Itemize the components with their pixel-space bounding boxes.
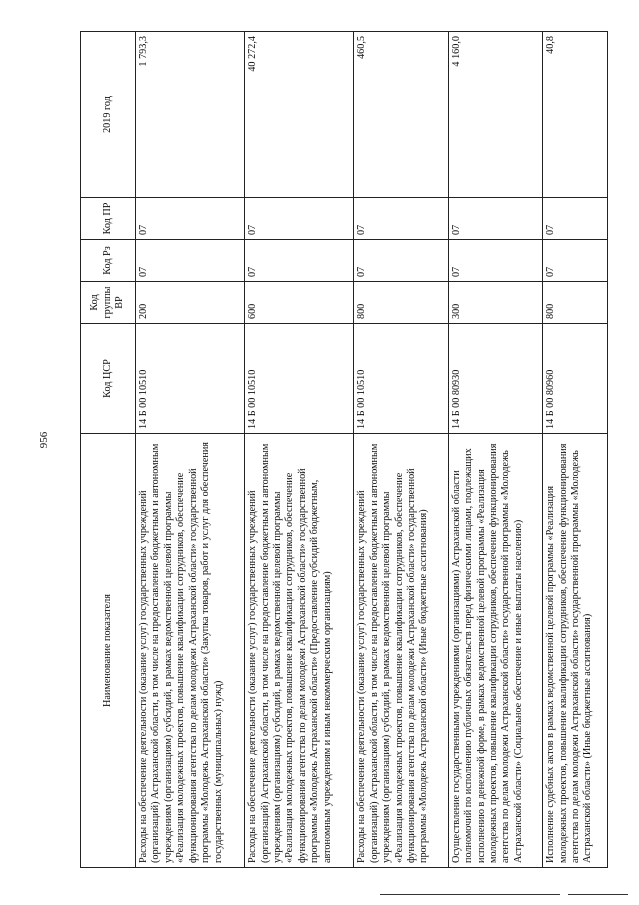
row-csr: 14 Б 00 80960	[543, 324, 608, 434]
row-pr: 07	[448, 198, 542, 240]
header-rz: Код Рз	[81, 240, 136, 282]
table-header-row	[81, 32, 136, 868]
row-csr: 14 Б 00 10510	[245, 324, 354, 434]
budget-table-container	[80, 32, 608, 868]
footer-rule	[380, 894, 560, 895]
table-row	[245, 32, 354, 868]
row-pr: 07	[245, 198, 354, 240]
row-pr: 07	[136, 198, 245, 240]
table-row	[136, 32, 245, 868]
row-vr: 300	[448, 282, 542, 324]
row-csr: 14 Б 00 10510	[136, 324, 245, 434]
row-value: 460,5	[354, 32, 448, 198]
row-name: Расходы на обеспечение деятельности (оказание услуг) государственных учреждений (организаций) Астраханской области, в том числе на предоставление бюджетным и автономным учреждениям (организациям) субсидий, в рамках ведомственной целевой программы «Реализация молодежных проектов, повышение квалификации сотрудников, обеспечение функционирования агентства по делам молодежи Астраханской области» государственной программы «Молодежь Астраханской области» (Закупка товаров, работ и услуг для обеспечения государственных (муниципальных) нужд)	[136, 434, 245, 868]
row-csr: 14 Б 00 80930	[448, 324, 542, 434]
table-row	[448, 32, 542, 868]
row-vr: 800	[543, 282, 608, 324]
table-row	[543, 32, 608, 868]
row-rz: 07	[448, 240, 542, 282]
row-name: Расходы на обеспечение деятельности (оказание услуг) государственных учреждений (организаций) Астраханской области, в том числе на предоставление бюджетным и автономным учреждениям (организациям) субсидий, в рамках ведомственной целевой программы «Реализация молодежных проектов, повышение квалификации сотрудников, обеспечение функционирования агентства по делам молодежи Астраханской области» государственной программы «Молодежь Астраханской области» (Иные бюджетные ассигнования)	[354, 434, 448, 868]
row-rz: 07	[136, 240, 245, 282]
row-vr: 600	[245, 282, 354, 324]
row-rz: 07	[354, 240, 448, 282]
page-number: 956	[38, 431, 50, 449]
header-year: 2019 год	[81, 32, 136, 198]
row-value: 4 160,0	[448, 32, 542, 198]
header-pr: Код ПР	[81, 198, 136, 240]
header-vr: Код группы ВР	[81, 282, 136, 324]
row-pr: 07	[543, 198, 608, 240]
row-rz: 07	[245, 240, 354, 282]
row-csr: 14 Б 00 10510	[354, 324, 448, 434]
row-pr: 07	[354, 198, 448, 240]
row-rz: 07	[543, 240, 608, 282]
header-csr: Код ЦСР	[81, 324, 136, 434]
row-vr: 800	[354, 282, 448, 324]
row-value: 40 272,4	[245, 32, 354, 198]
row-value: 40,8	[543, 32, 608, 198]
row-name: Осуществление государственными учреждениями (организациями) Астраханской области полномочий по исполнению публичных обязательств перед физическими лицами, подлежащих исполнению в денежной форме, в рамках ведомственной целевой программы «Реализация молодежных проектов, повышение квалификации сотрудников, обеспечение функционирования агентства по делам молодежи Астраханской области» государственной программы «Молодежь Астраханской области» (Социальное обеспечение и иные выплаты населению)	[448, 434, 542, 868]
row-vr: 200	[136, 282, 245, 324]
row-value: 1 793,3	[136, 32, 245, 198]
header-name: Наименование показателя	[81, 434, 136, 868]
budget-table	[80, 31, 608, 868]
footer-rule	[568, 894, 628, 895]
row-name: Расходы на обеспечение деятельности (оказание услуг) государственных учреждений (организаций) Астраханской области, в том числе на предоставление бюджетным и автономным учреждениям (организациям) субсидий, в рамках ведомственной целевой программы «Реализация молодежных проектов, повышение квалификации сотрудников, обеспечение функционирования агентства по делам молодежи Астраханской области» государственной программы «Молодежь Астраханской области» (Предоставление субсидий бюджетным, автономным учреждениям и иным некоммерческим организациям)	[245, 434, 354, 868]
row-name: Исполнение судебных актов в рамках ведомственной целевой программы «Реализация молодежных проектов, повышение квалификации сотрудников, обеспечение функционирования агентства по делам молодежи Астраханской области» государственной программы «Молодежь Астраханской области» (Иные бюджетные ассигнования)	[543, 434, 608, 868]
table-row	[354, 32, 448, 868]
